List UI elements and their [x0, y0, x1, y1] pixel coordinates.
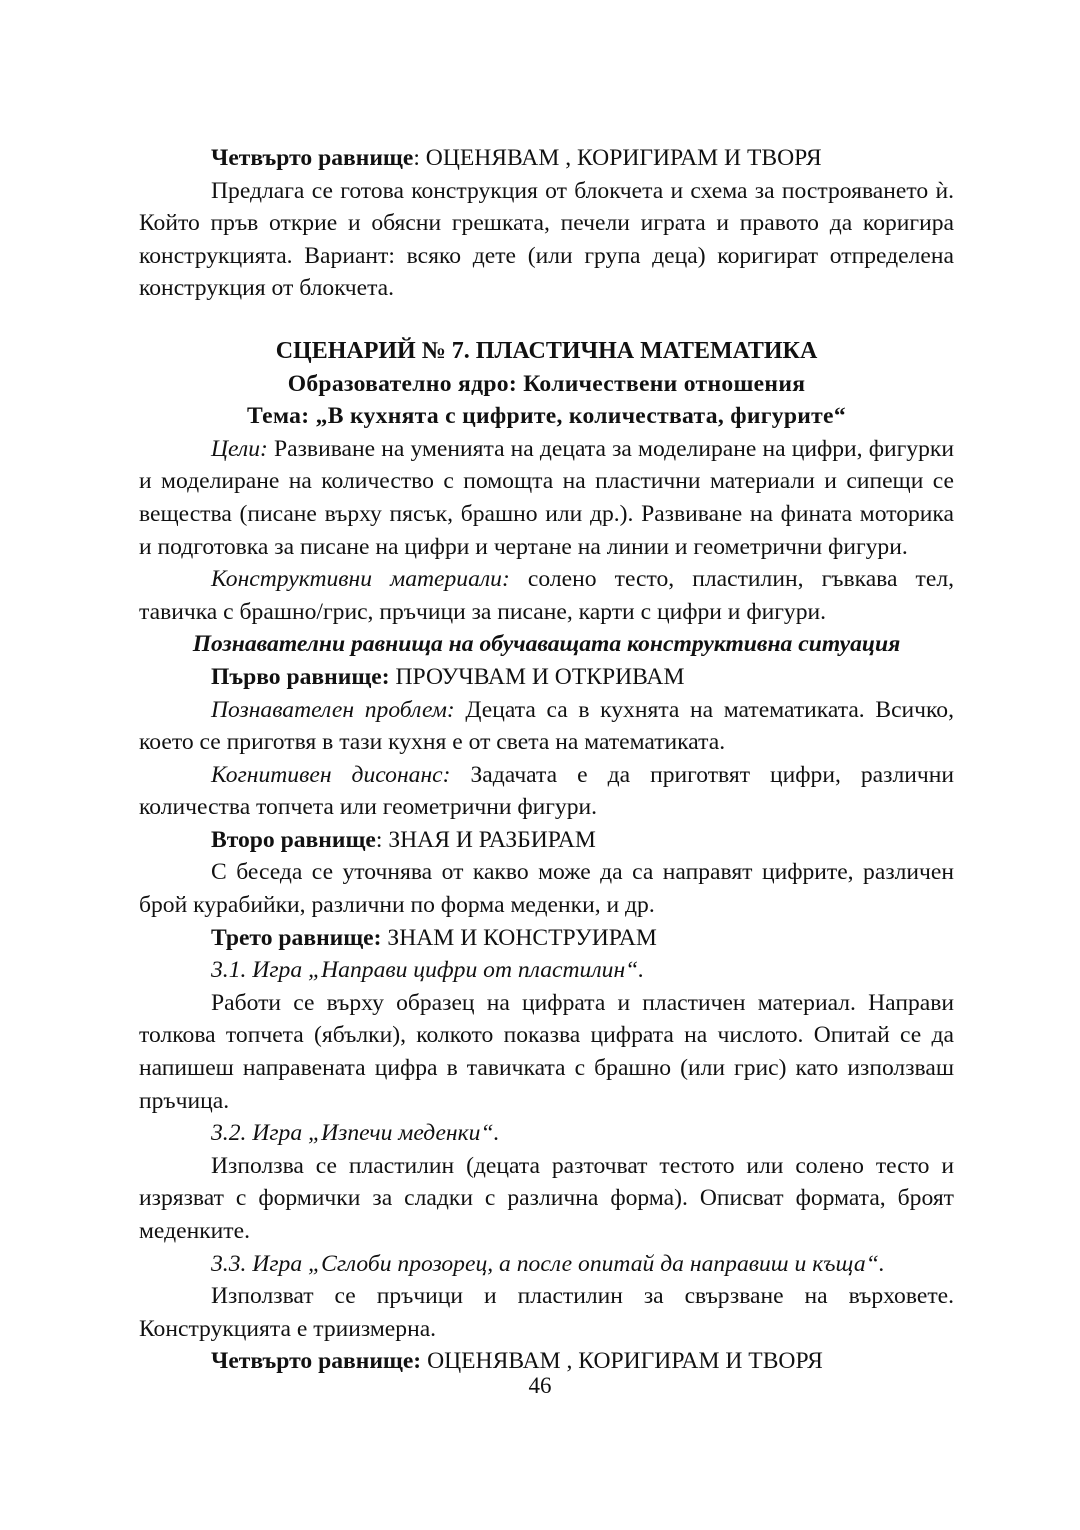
- level4-bottom-text: ОЦЕНЯВАМ , КОРИГИРАМ И ТВОРЯ: [421, 1348, 823, 1375]
- top-paragraph: Предлага се готова конструкция от блокчета и схема за построяването ѝ. Който пръв открие и обясни грешката, печели играта и правото да коригира конструкцията. Вариант: всяко дете (или група деца) коригират отпределена конструкция от блокчета.: [139, 177, 954, 302]
- dissonance-text: Задачата е да приготвят цифри, различни количества топчета или геометрични фигури.: [139, 761, 954, 821]
- dissonance-paragraph: [139, 759, 954, 824]
- level3-text: ЗНАМ И КОНСТРУИРАМ: [381, 924, 657, 951]
- level2-label: Второ равнище: [211, 826, 376, 853]
- goals-label: Цели:: [211, 435, 268, 462]
- page-number: 46: [528, 1373, 552, 1398]
- dissonance-label: Когнитивен дисонанс:: [211, 761, 451, 788]
- problem-label: Познавателен проблем:: [211, 696, 455, 723]
- level1-line: [139, 661, 954, 694]
- game2-paragraph: Използва се пластилин (децата разточват тестото или солено тесто и изрязват с формички за сладки с различна форма). Описват формата, броят меденките.: [139, 1152, 954, 1244]
- section-gap: [139, 305, 954, 335]
- level2-text: : ЗНАЯ И РАЗБИРАМ: [375, 826, 596, 853]
- levels-heading: Познавателни равнища на обучаващата конструктивна ситуация: [192, 631, 901, 658]
- level2-line: [139, 824, 954, 857]
- materials-text: солено тесто, пластилин, гъвкава тел, тавичка с брашно/грис, пръчици за писане, карти с цифри и фигури.: [139, 566, 955, 625]
- goals-text: Развиване на уменията на децата за моделиране на цифри, фигурки и моделиране на количество с помощта на пластични материали и сипещи се вещества (писане върху пясък, брашно или др.). Развиване на фината моторика и подготовка за писане на цифри и чертане на линии и геометрични фигури.: [139, 435, 954, 560]
- level4-label: Четвърто равнище: [211, 145, 414, 171]
- scenario-title: СЦЕНАРИЙ № 7. ПЛАСТИЧНА МАТЕМАТИКА: [275, 337, 818, 364]
- game3-title: 3.3. Игра „Сглоби прозорец, а после опитай да направиш и къща“.: [211, 1250, 885, 1277]
- level3-label: Трето равнище:: [211, 924, 382, 951]
- game1-paragraph: Работи се върху образец на цифрата и пластичен материал. Направи толкова топчета (ябълки), колкото показва цифрата на числото. Опитай се да напишеш направената цифра в тавичката с брашно (или грис) като използваш пръчица.: [139, 989, 954, 1114]
- level4-sep: :: [413, 145, 426, 171]
- problem-paragraph: [139, 694, 954, 759]
- game2-title: 3.2. Игра „Изпечи меденки“.: [211, 1120, 500, 1147]
- problem-text: Децата са в кухнята на математиката. Всичко, което се приготвя в тази кухня е от света на математиката.: [139, 696, 954, 756]
- level2-paragraph: С беседа се уточнява от какво може да са направят цифрите, различен брой курабийки, различни по форма меденки, и др.: [139, 859, 954, 919]
- game1-title: 3.1. Игра „Направи цифри от пластилин“.: [211, 957, 645, 984]
- level4-line-top: [139, 142, 954, 175]
- level4-text: ОЦЕНЯВАМ , КОРИГИРАМ И ТВОРЯ: [425, 145, 822, 171]
- materials-label: Конструктивни материали:: [211, 566, 510, 593]
- level3-line: [139, 922, 954, 955]
- level1-label: Първо равнище:: [211, 663, 390, 690]
- scenario-theme: Тема: „В кухнята с цифрите, количествата, фигурите“: [247, 403, 846, 430]
- educational-core: Образователно ядро: Количествени отношения: [287, 370, 806, 397]
- level1-text: ПРОУЧВАМ И ОТКРИВАМ: [389, 663, 685, 690]
- materials-paragraph: [139, 563, 954, 628]
- goals-paragraph: [139, 433, 954, 563]
- level4-bottom-label: Четвърто равнище:: [211, 1348, 422, 1375]
- game3-paragraph: Използват се пръчици и пластилин за свързване на върховете. Конструкцията е триизмерна.: [139, 1283, 954, 1342]
